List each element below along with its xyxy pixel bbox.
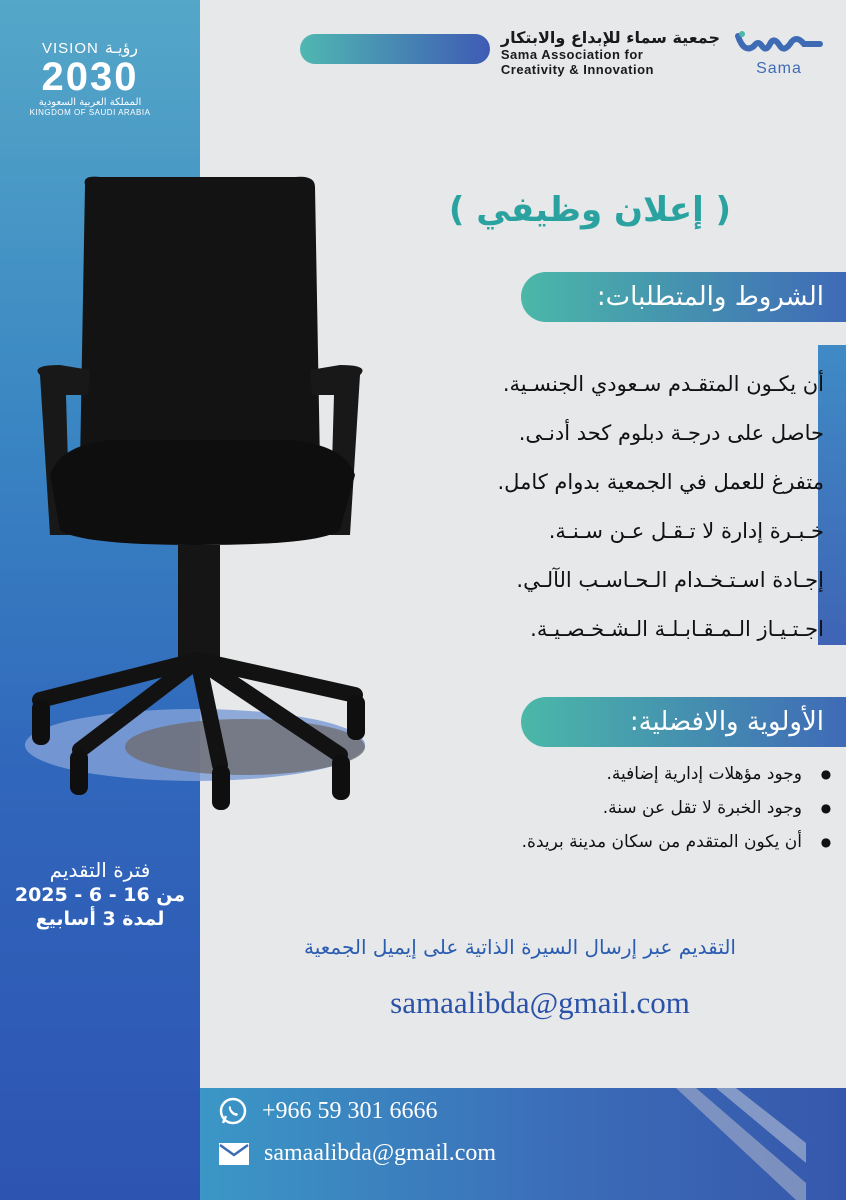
sama-mark-word: Sama: [756, 60, 802, 77]
header-accent-pill: [300, 34, 490, 64]
contact-email-text: samaalibda@gmail.com: [264, 1140, 497, 1166]
phone-number: +966 59 301 6666: [262, 1097, 438, 1124]
footer-stripes-decoration: [656, 1088, 806, 1200]
kingdom-english: KINGDOM OF SAUDI ARABIA: [29, 108, 151, 117]
list-item: متفرغ للعمل في الجمعية بدوام كامل.: [497, 470, 824, 494]
priority-text: وجود الخبرة لا تقل عن سنة.: [602, 798, 802, 818]
sama-glyph-icon: [734, 28, 824, 60]
period-title: فترة التقديم: [49, 858, 151, 882]
list-item: إجـادة اسـتـخـدام الـحـاسـب الآلـي.: [516, 568, 824, 592]
list-item: [416, 757, 836, 791]
vision-2030-logo: [20, 38, 160, 117]
period-duration: لمدة 3 أسابيع: [35, 908, 165, 930]
page-title: ( إعلان وظيفي ): [448, 190, 732, 230]
priority-heading: الأولوية والافضلية:: [521, 697, 846, 747]
kingdom-arabic: المملكة العربية السعودية: [38, 97, 142, 108]
priority-text: أن يكون المتقدم من سكان مدينة بريدة.: [521, 832, 802, 852]
contact-phone[interactable]: [218, 1096, 438, 1126]
org-name-arabic: جمعية سماء للإبداع والابتكار: [500, 28, 720, 47]
list-item: [416, 791, 836, 825]
list-item: حاصل على درجـة دبلوم كحد أدنـى.: [518, 421, 824, 445]
vision-arabic: رؤيـة: [104, 38, 139, 57]
sama-logo: [501, 28, 824, 78]
vision-year: 2030: [41, 55, 139, 99]
priority-text: وجود مؤهلات إدارية إضافية.: [606, 764, 802, 784]
org-name-english-2: Creativity & Innovation: [500, 62, 654, 77]
vision-word: VISION: [41, 40, 99, 57]
whatsapp-icon: [218, 1096, 248, 1126]
office-chair-illustration: [20, 175, 380, 815]
bullet-icon: ●: [820, 835, 832, 849]
requirements-list: [374, 360, 824, 654]
org-name-english-1: Sama Association for: [500, 47, 644, 62]
sama-mark: [734, 28, 824, 78]
apply-instructions: التقديم عبر إرسال السيرة الذاتية على إيميل الجمعية: [304, 935, 736, 959]
list-item: [416, 825, 836, 859]
mail-icon: [218, 1142, 250, 1166]
list-item: اجـتـيـاز الـمـقـابـلـة الـشـخـصـيـة.: [530, 617, 824, 641]
list-item: خـبـرة إدارة لا تـقـل عـن سـنـة.: [548, 519, 824, 543]
bullet-icon: ●: [820, 767, 832, 781]
bullet-icon: ●: [820, 801, 832, 815]
apply-email-link[interactable]: samaalibda@gmail.com: [390, 985, 690, 1020]
contact-email[interactable]: [218, 1140, 496, 1167]
sama-name-block: [501, 28, 720, 77]
application-period: [10, 858, 190, 930]
priority-list: [416, 757, 836, 859]
period-dates: من 16 - 6 - 2025: [14, 884, 186, 906]
contact-footer: [200, 1088, 846, 1200]
list-item: أن يكـون المتقـدم سـعودي الجنسـية.: [502, 372, 824, 396]
requirements-heading: الشروط والمتطلبات:: [521, 272, 846, 322]
